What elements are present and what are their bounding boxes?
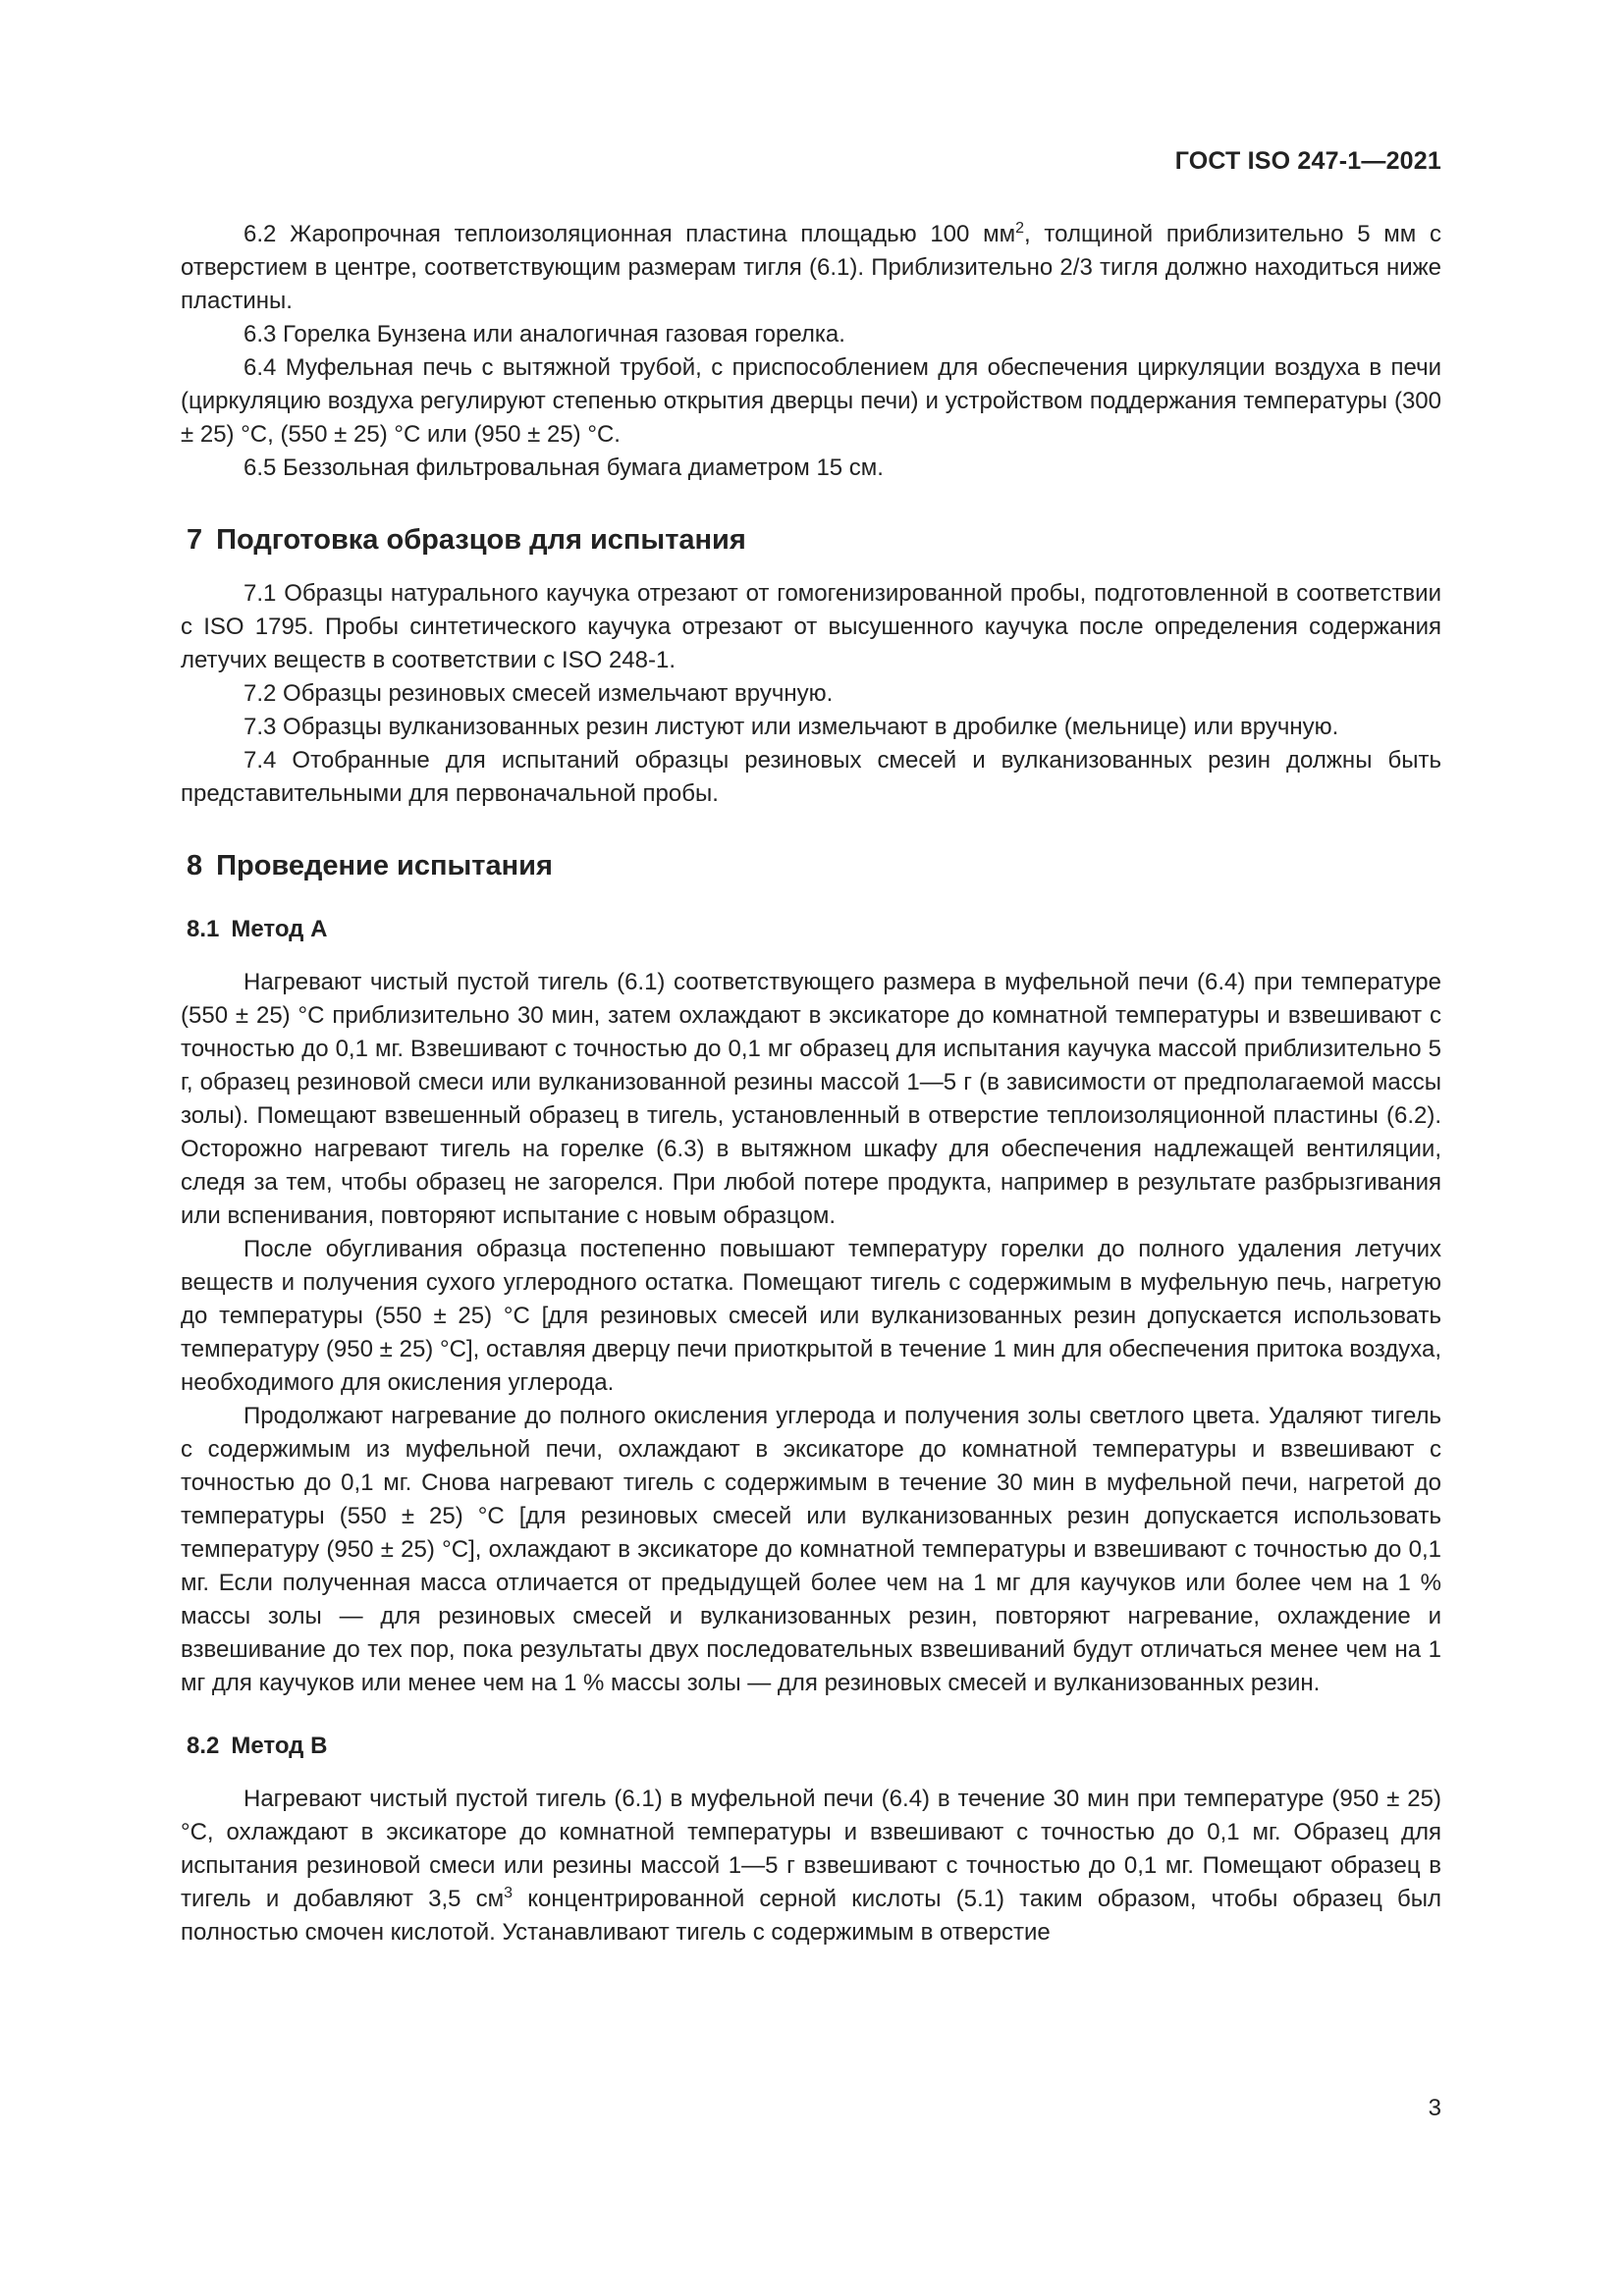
paragraph-8-1-1: Нагревают чистый пустой тигель (6.1) соответствующего размера в муфельной печи (6.4) при температуре (550 ± 25) °С приблизительно 30 мин, затем охлаждают в эксикаторе до комнатной температуры и взвешивают с точностью до 0,1 мг. Взвешивают с точностью до 0,1 мг образец для испытания каучука массой приблизительно 5 г, образец резиновой смеси или вулканизованной резины массой 1—5 г (в зависимости от предполагаемой массы золы). Помещают взвешенный образец в тигель, установленный в отверстие теплоизоляционной пластины (6.2). Осторожно нагревают тигель на горелке (6.3) в вытяжном шкафу для обеспечения надлежащей вентиляции, следя за тем, чтобы образец не загорелся. При любой потере продукта, например в результате разбрызгивания или вспенивания, повторяют испытание с новым образцом.: [181, 969, 1441, 1229]
paragraph-8-2-1: Нагревают чистый пустой тигель (6.1) в муфельной печи (6.4) в течение 30 мин при температуре (950 ± 25) °С, охлаждают в эксикаторе до комнатной температуры и взвешивают с точностью до 0,1 мг. Образец для испытания резиновой смеси или резины массой 1—5 г взвешивают с точностью до 0,1 мг. Помещают образец в тигель и добавляют 3,5 $см^3$ концентрированной серной кислоты (5.1) таким образом, чтобы образец был полностью смочен кислотой. Устанавливают тигель с содержимым в отверстие: [181, 1786, 1441, 1946]
paragraph-8-1-2: После обугливания образца постепенно повышают температуру горелки до полного удаления летучих веществ и получения сухого углеродного остатка. Помещают тигель с содержимым в муфельную печь, нагретую до температуры (550 ± 25) °С [для резиновых смесей или вулканизованных резин допускается использовать температуру (950 ± 25) °С], оставляя дверцу печи приоткрытой в течение 1 мин для обеспечения притока воздуха, необходимого для окисления углерода.: [181, 1236, 1441, 1396]
paragraph-6-2: 6.2 Жаропрочная теплоизоляционная пластина площадью 100 $мм^2$, толщиной приблизительно 5 мм с отверстием в центре, соответствующим размерам тигля (6.1). Приблизительно 2/3 тигля должно находиться ниже пластины.: [181, 220, 1441, 314]
paragraph-6-4: 6.4 Муфельная печь с вытяжной трубой, с приспособлением для обеспечения циркуляции воздуха в печи (циркуляцию воздуха регулируют степенью открытия дверцы печи) и устройством поддержания температуры (300 ± 25) °С, (550 ± 25) °С или (950 ± 25) °С.: [181, 354, 1441, 448]
subsection-heading-8-1: 8.1 Метод А: [187, 916, 328, 942]
paragraph-7-1: 7.1 Образцы натурального каучука отрезают от гомогенизированной пробы, подготовленной в соответствии с ISO 1795. Пробы синтетического каучука отрезают от высушенного каучука после определения содержания летучих веществ в соответствии с ISO 248-1.: [181, 580, 1441, 673]
paragraph-7-2: 7.2 Образцы резиновых смесей измельчают вручную.: [244, 680, 834, 707]
paragraph-8-1-3: Продолжают нагревание до полного окисления углерода и получения золы светлого цвета. Удаляют тигель с содержимым из муфельной печи, охлаждают в эксикаторе до комнатной температуры и взвешивают с точностью до 0,1 мг. Снова нагревают тигель с содержимым в течение 30 мин в муфельной печи, нагретой до температуры (550 ± 25) °С [для резиновых смесей или вулканизованных резин допускается использовать температуру (950 ± 25) °С], охлаждают в эксикаторе до комнатной температуры и взвешивают с точностью до 0,1 мг. Если полученная масса отличается от предыдущей более чем на 1 мг для каучуков или более чем на 1 % массы золы — для резиновых смесей и вулканизованных резин, повторяют нагревание, охлаждение и взвешивание до тех пор, пока результаты двух последовательных взвешиваний будут отличаться менее чем на 1 мг для каучуков или менее чем на 1 % массы золы — для резиновых смесей и вулканизованных резин.: [181, 1403, 1441, 1696]
document-code: ГОСТ ISO 247-1—2021: [1174, 147, 1441, 175]
section-heading-8: 8 Проведение испытания: [187, 850, 553, 881]
paragraph-6-3: 6.3 Горелка Бунзена или аналогичная газовая горелка.: [244, 321, 845, 347]
subsection-heading-8-2: 8.2 Метод В: [187, 1733, 328, 1759]
paragraph-6-5: 6.5 Беззольная фильтровальная бумага диаметром 15 см.: [244, 454, 884, 481]
paragraph-7-4: 7.4 Отобранные для испытаний образцы резиновых смесей и вулканизованных резин должны быть представительными для первоначальной пробы.: [181, 747, 1441, 807]
section-heading-7: 7 Подготовка образцов для испытания: [187, 524, 746, 556]
document-body: [181, 218, 1441, 1949]
paragraph-7-3: 7.3 Образцы вулканизованных резин листуют или измельчают в дробилке (мельнице) или вручную.: [244, 714, 1339, 740]
page-number: 3: [1428, 2095, 1441, 2121]
